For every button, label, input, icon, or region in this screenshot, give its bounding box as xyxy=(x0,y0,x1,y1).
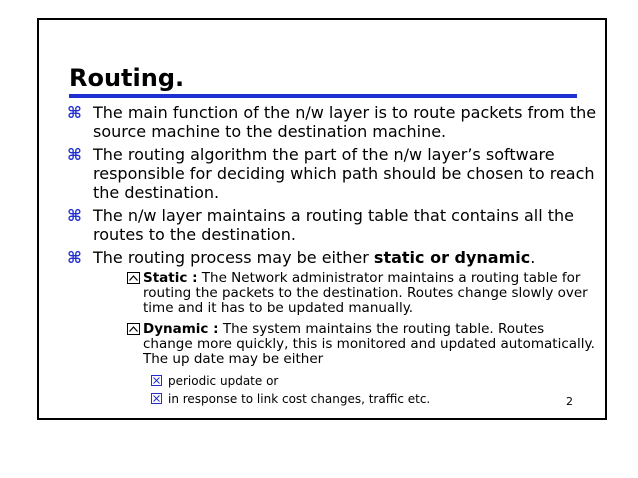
x-box-icon xyxy=(151,375,162,386)
sub-bullet-item xyxy=(67,271,597,316)
sub-sub-bullet-item xyxy=(67,391,597,407)
sub-sub-bullet-item xyxy=(67,373,597,389)
bullet-list xyxy=(67,103,597,409)
sub-bullet-text: The system maintains the routing table. Routes change more quickly, this is monitored and updated automatically. The up date may be either xyxy=(143,321,595,367)
title-underline xyxy=(69,94,577,98)
bullet-text: The main function of the n/w layer is to route packets from the source machine to the destination machine. xyxy=(93,103,597,141)
bullet-item xyxy=(67,145,597,202)
sub-bullet-item xyxy=(67,322,597,367)
slide-title: Routing. xyxy=(69,64,185,92)
chevron-box-icon xyxy=(127,272,140,284)
chevron-box-icon xyxy=(127,323,140,335)
sub-sub-bullet-text: in response to link cost changes, traffic etc. xyxy=(168,392,431,406)
bullet-text: The n/w layer maintains a routing table that contains all the routes to the destination. xyxy=(93,206,575,244)
sub-bullet-text: The Network administrator maintains a routing table for routing the packets to the destination. Routes change slowly over time and it has to be updated manually. xyxy=(143,270,588,316)
bullet-text-suffix: . xyxy=(530,248,536,267)
bullet-item xyxy=(67,206,597,244)
sub-bullet-label: Static : xyxy=(143,270,198,286)
page-number: 2 xyxy=(566,395,573,408)
sub-sub-bullet-text: periodic update or xyxy=(168,374,279,388)
bullet-item xyxy=(67,248,597,267)
bullet-text-prefix: The routing process may be either xyxy=(93,248,374,267)
bullet-text: The routing algorithm the part of the n/w layer’s software responsible for deciding which path should be chosen to reach the destination. xyxy=(93,145,595,202)
slide xyxy=(37,18,607,420)
command-key-icon: ⌘ xyxy=(67,103,82,122)
bullet-text-bold: static or dynamic xyxy=(373,248,531,267)
command-key-icon: ⌘ xyxy=(67,248,82,267)
command-key-icon: ⌘ xyxy=(67,145,82,164)
sub-bullet-label: Dynamic : xyxy=(143,321,219,337)
command-key-icon: ⌘ xyxy=(67,206,82,225)
bullet-item xyxy=(67,103,597,141)
x-box-icon xyxy=(151,393,162,404)
